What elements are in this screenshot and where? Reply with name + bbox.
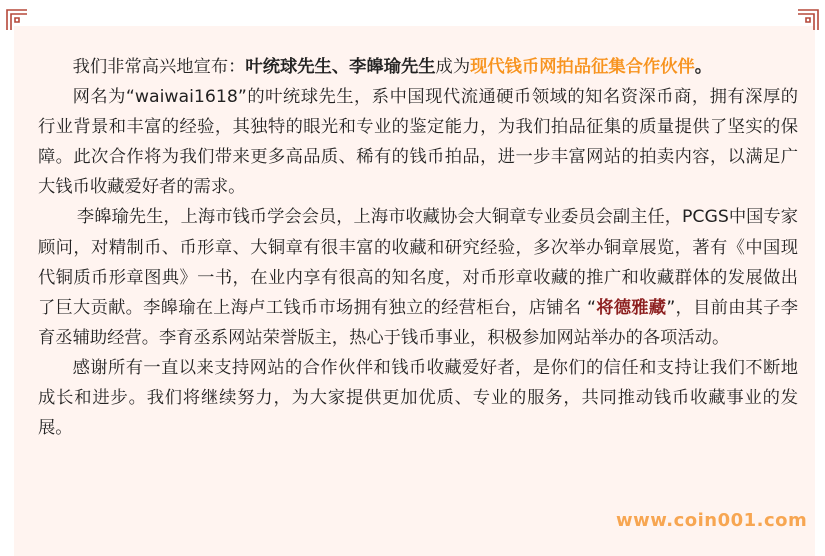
corner-ornament-icon <box>797 9 819 31</box>
announcement-paragraph-4: 感谢所有一直以来支持网站的合作伙伴和钱币收藏爱好者，是你们的信任和支持让我们不断地成长和进步。我们将继续努力，为大家提供更加优质、专业的服务，共同推动钱币收藏事业的发展。 <box>38 357 798 439</box>
corner-ornament-icon <box>6 9 28 31</box>
paragraph-3-after: ”，目前由其子李育丞辅助经营。李育丞系网站荣誉版主，热心于钱币事业，积极参加网站举办的各项活动。 <box>38 297 798 348</box>
announcement-paragraph-1 <box>38 52 798 82</box>
announcement-lead: 我们非常高兴地宣布： <box>72 57 246 77</box>
announcement-end: 。 <box>694 57 713 77</box>
announcement-paragraph-2: 网名为“waiwai1618”的叶统球先生，系中国现代流通硬币领域的知名资深币商，拥有深厚的行业背景和丰富的经验，其独特的眼光和专业的鉴定能力，为我们拍品征集的质量提供了坚实的保障。此次合作将为我们带来更多高品质、稀有的钱币拍品，进一步丰富网站的拍卖内容，以满足广大钱币收藏爱好者的需求。 <box>38 87 798 198</box>
paragraph-3-before: 李皞瑜先生，上海市钱币学会会员，上海市收藏协会大铜章专业委员会副主任，PCGS中国专家顾问，对精制币、币形章、大铜章有很丰富的收藏和研究经验，多次举办铜章展览，著有《中国现代铜质币形章图典》一书，在业内享有很高的知名度，对币形章收藏的推广和收藏群体的发展做出了巨大贡献。李皞瑜在上海卢工钱币市场拥有独立的经营柜台，店铺名 “ <box>38 207 798 318</box>
shop-name: 将德雅藏 <box>595 297 667 318</box>
announcement-paragraph-3 <box>38 202 798 352</box>
announcement-mid: 成为 <box>435 57 471 77</box>
partner-title: 现代钱币网拍品征集合作伙伴 <box>470 57 695 77</box>
partner-names: 叶统球先生、李皞瑜先生 <box>245 57 436 77</box>
announcement-article <box>38 52 798 443</box>
site-watermark: www.coin001.com <box>616 510 808 531</box>
